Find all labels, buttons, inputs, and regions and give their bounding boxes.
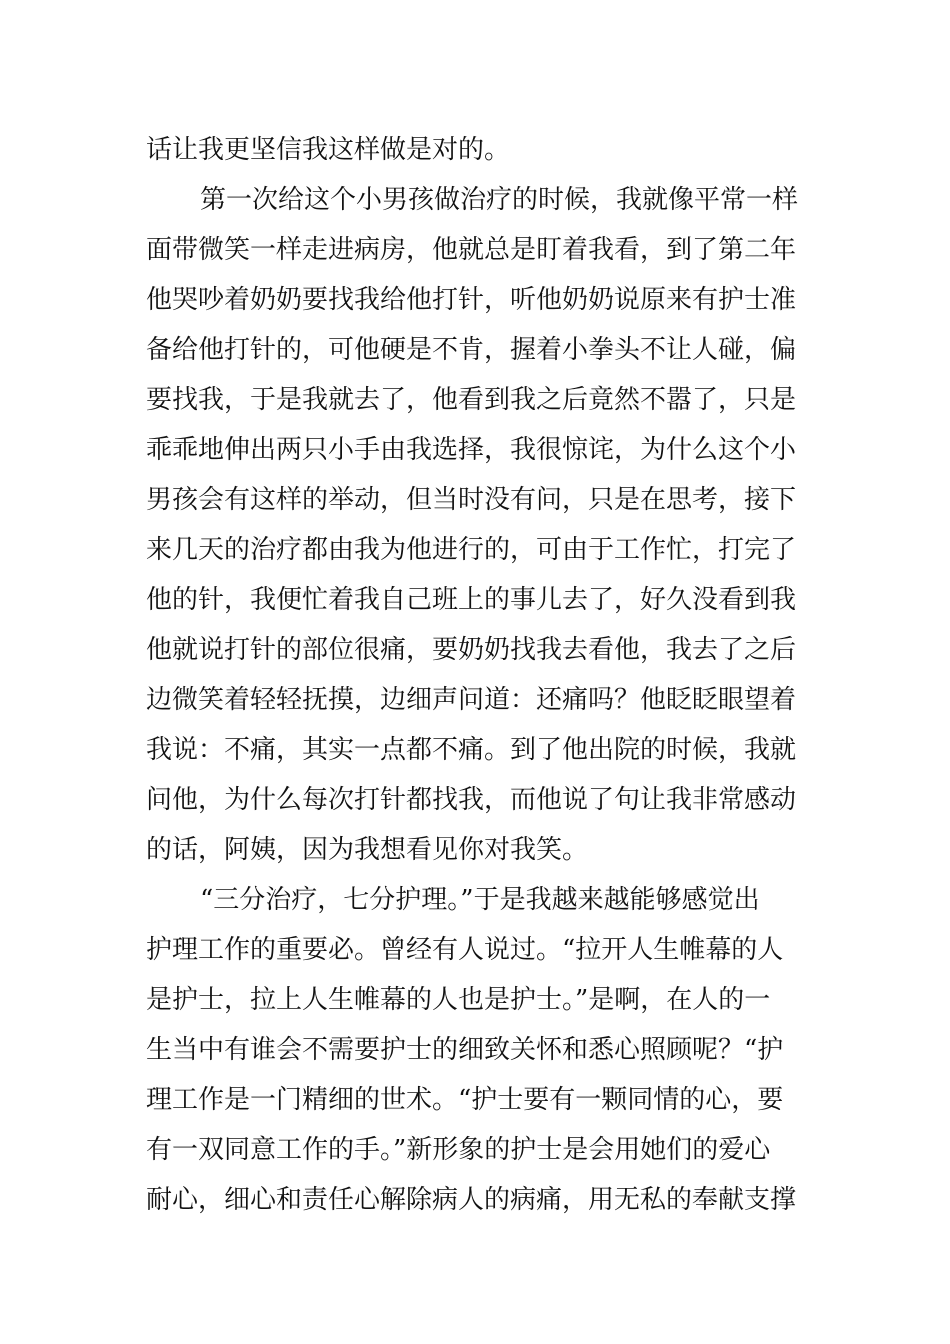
text-line-1: 话让我更坚信我这样做是对的。 [146, 135, 511, 165]
text-line-21: 有一双同意工作的手。”新形象的护士是会用她们的爱心 [146, 1135, 771, 1165]
text-line-7: 乖乖地伸出两只小手由我选择，我很惊诧，为什么这个小 [146, 435, 797, 465]
text-line-4: 他哭吵着奶奶要找我给他打针，听他奶奶说原来有护士准 [146, 285, 797, 315]
text-line-14: 问他，为什么每次打针都找我，而他说了句让我非常感动 [146, 785, 797, 815]
text-line-12: 边微笑着轻轻抚摸，边细声问道：还痛吗？他眨眨眼望着 [146, 685, 797, 715]
text-line-20: 理工作是一门精细的世术。“护士要有一颗同情的心，要 [146, 1085, 784, 1115]
text-line-11: 他就说打针的部位很痛，要奶奶找我去看他，我去了之后 [146, 635, 797, 665]
text-line-13: 我说：不痛，其实一点都不痛。到了他出院的时候，我就 [146, 735, 797, 765]
text-line-5: 备给他打针的，可他硬是不肯，握着小拳头不让人碰，偏 [146, 335, 797, 365]
text-line-15: 的话，阿姨，因为我想看见你对我笑。 [146, 835, 589, 865]
text-line-3: 面带微笑一样走进病房，他就总是盯着我看，到了第二年 [146, 235, 797, 265]
text-line-10: 他的针，我便忙着我自己班上的事儿去了，好久没看到我 [146, 585, 797, 615]
text-line-18: 是护士，拉上人生帷幕的人也是护士。”是啊，在人的一 [146, 985, 771, 1015]
text-line-8: 男孩会有这样的举动，但当时没有问，只是在思考，接下 [146, 485, 797, 515]
text-line-17: 护理工作的重要必。曾经有人说过。“拉开人生帷幕的人 [146, 935, 784, 965]
text-line-19: 生当中有谁会不需要护士的细致关怀和悉心照顾呢？“护 [146, 1035, 784, 1065]
text-line-16: “三分治疗，七分护理。”于是我越来越能够感觉出 [200, 885, 760, 915]
text-line-22: 耐心，细心和责任心解除病人的病痛，用无私的奉献支撑 [146, 1185, 797, 1215]
text-line-2: 第一次给这个小男孩做治疗的时候，我就像平常一样 [200, 185, 799, 215]
text-line-9: 来几天的治疗都由我为他进行的，可由于工作忙，打完了 [146, 535, 797, 565]
text-line-6: 要找我，于是我就去了，他看到我之后竟然不嚣了，只是 [146, 385, 797, 415]
